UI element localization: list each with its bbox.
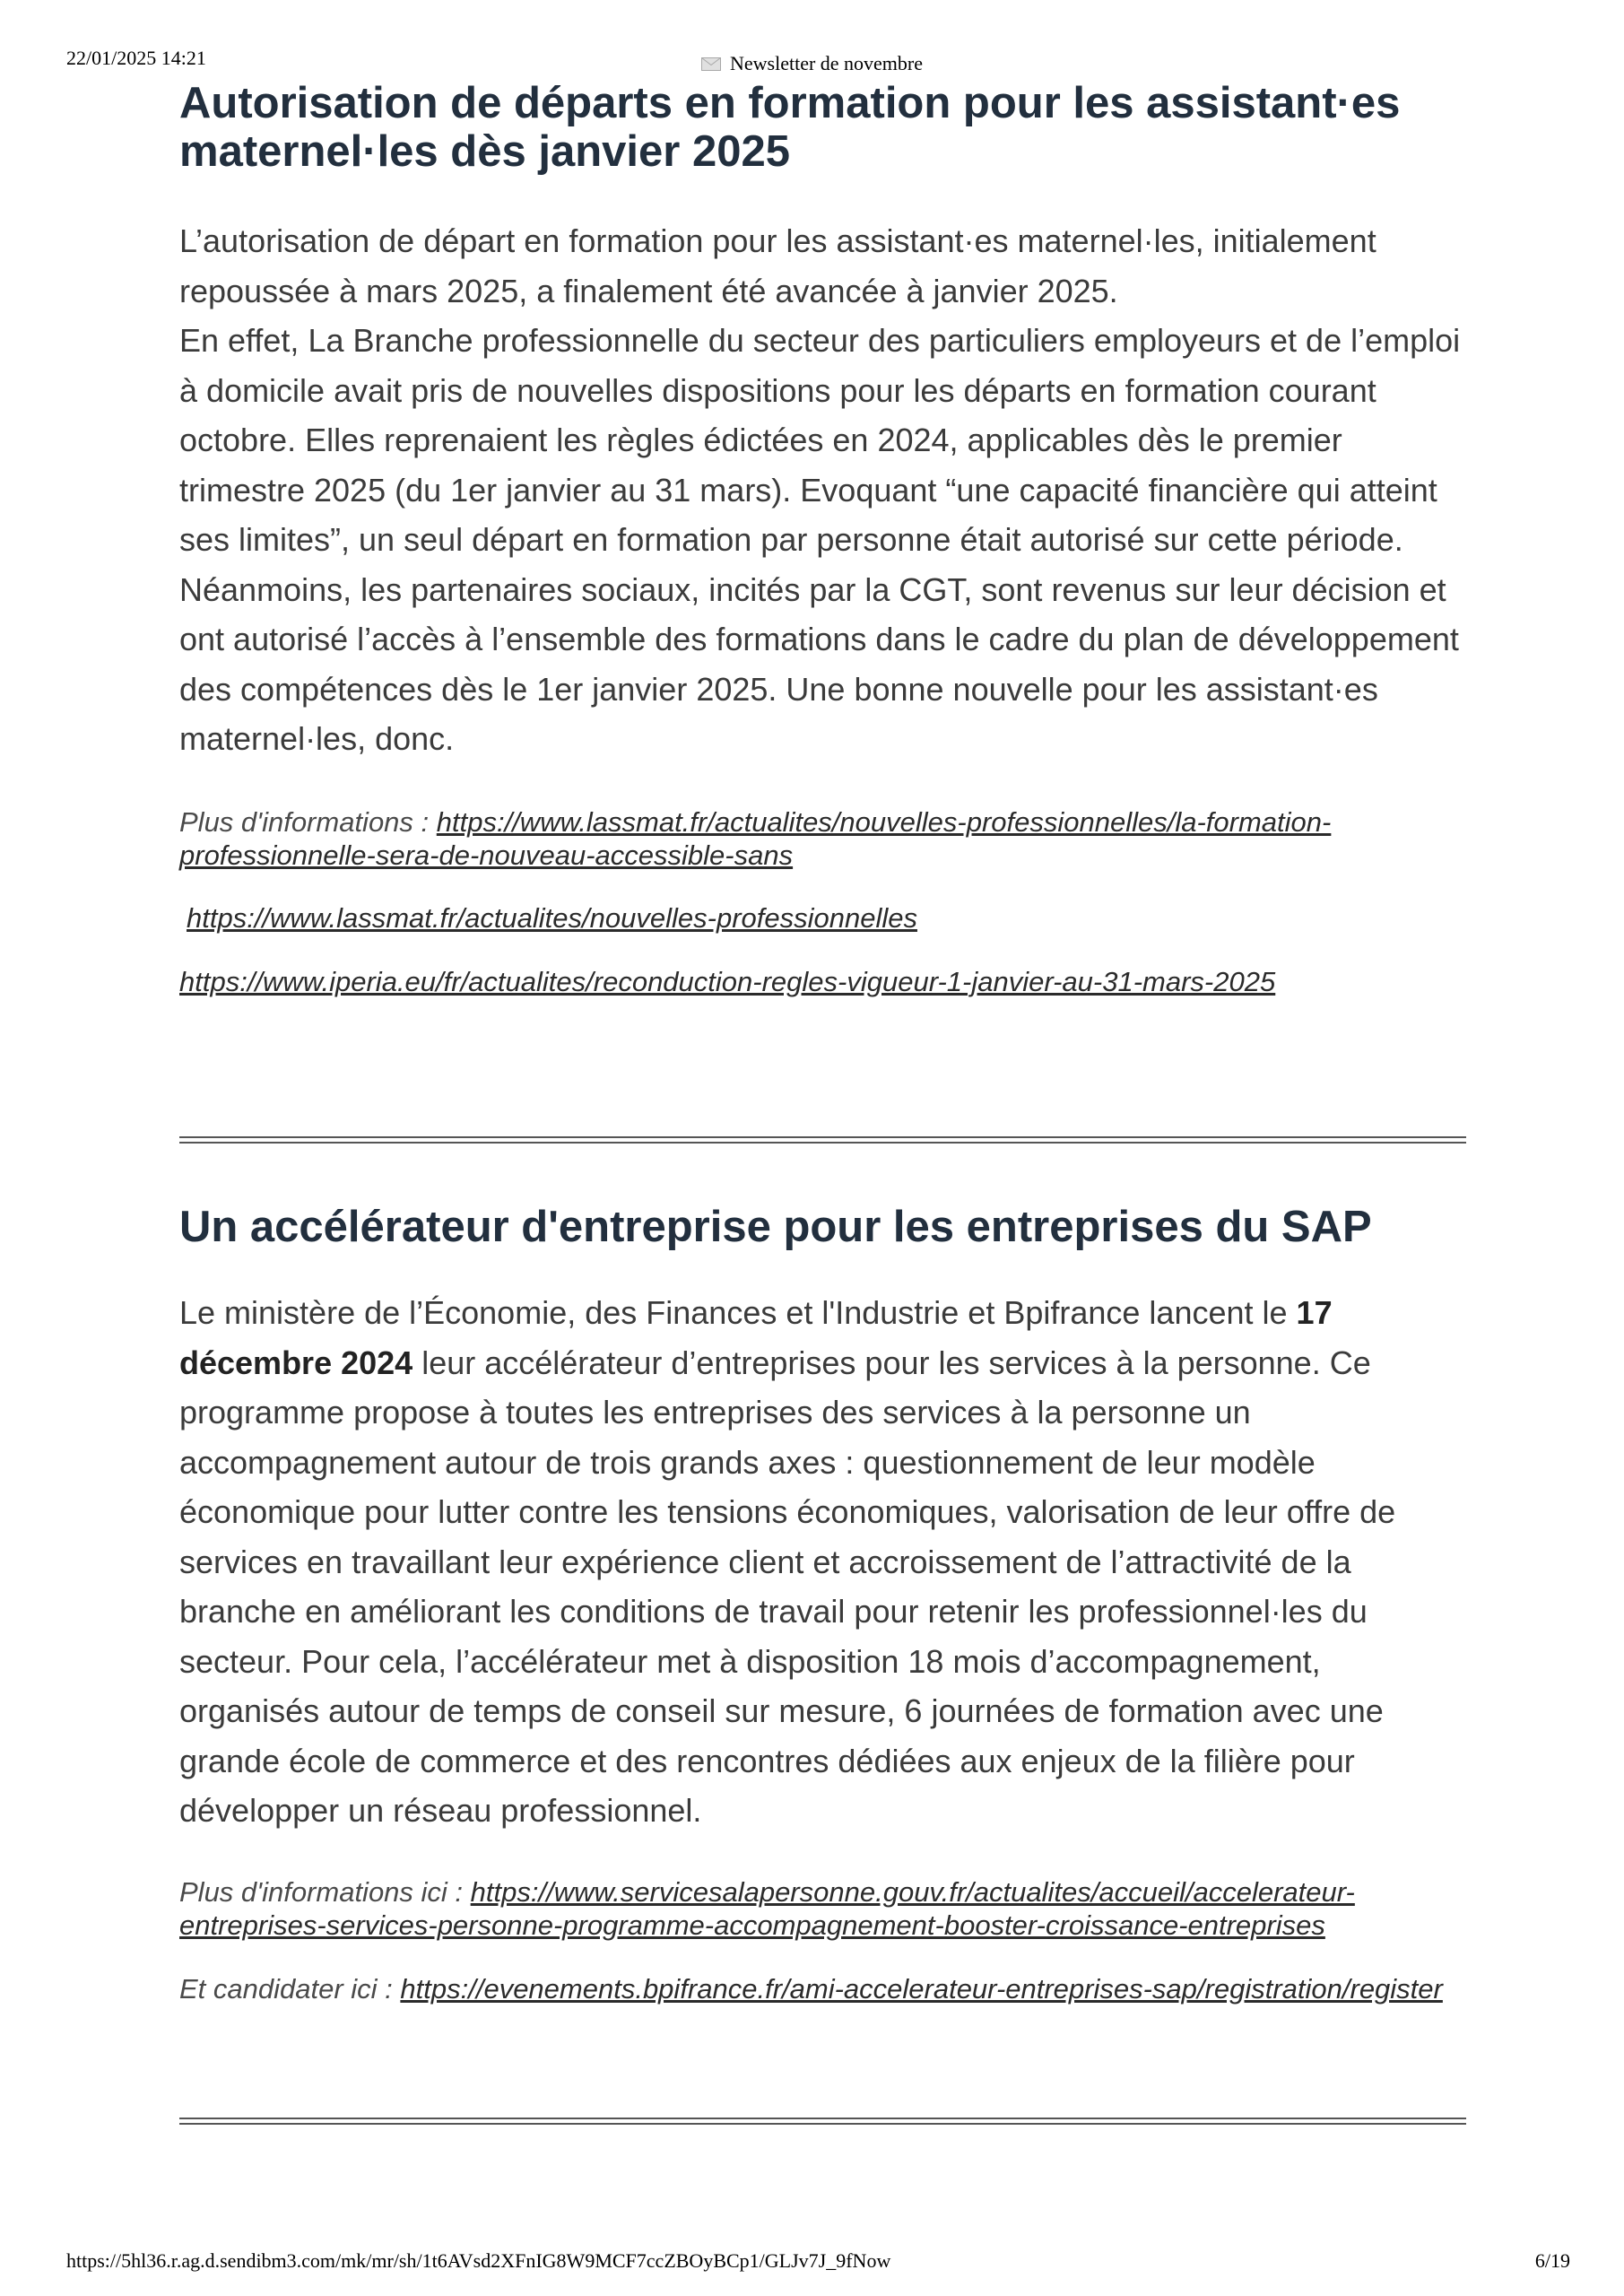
article-title: Un accélérateur d'entreprise pour les entreprises du SAP (179, 1203, 1372, 1251)
page-number: 6/19 (1534, 2249, 1570, 2272)
info-link-lassmat-actualites[interactable]: https://www.lassmat.fr/actualites/nouvelles-professionnelles (187, 901, 917, 934)
article-paragraph: Néanmoins, les partenaires sociaux, incités par la CGT, sont revenus sur leur décision et ont autorisé l’accès à l’ensemble des formations dans le cadre du plan de développement des compétences dès le 1er janvier 2025. Une bonne nouvelle pour les assistant·es maternel·les, donc. (179, 570, 1459, 757)
article-body (179, 1288, 1466, 1836)
envelope-icon (701, 57, 721, 71)
newsletter-title: Newsletter de novembre (729, 52, 924, 74)
article-title: Autorisation de départs en formation pour les assistant·es maternel·les dès janvier 2025 (179, 79, 1401, 176)
article-paragraph (179, 1288, 1466, 1836)
info-link-servicesalapersonne[interactable]: https://www.servicesalapersonne.gouv.fr/actualites/accueil/accelerateur-entreprises-services-personne-programme-accompagnement-booster-croissance-entreprises (179, 1875, 1355, 1941)
info-link-lassmat-formation[interactable]: https://www.lassmat.fr/actualites/nouvelles-professionnelles/la-formation-professionnelle-sera-de-nouveau-accessible-sans (179, 805, 1332, 871)
more-info-line (179, 1875, 1466, 1942)
highlight-date: 17 décembre 2024 (179, 1294, 1333, 1381)
article-accelerateur (179, 1202, 1466, 2005)
more-info-line (179, 805, 1466, 872)
article-paragraph: En effet, La Branche professionnelle du secteur des particuliers employeurs et de l’emploi à domicile avait pris de nouvelles dispositions pour les départs en formation courant octobre. Elles reprenaient les règles édictées en 2024, applicables dès le premier trimestre 2025 (du 1er janvier au 31 mars). Evoquant “une capacité financière qui atteint ses limites”, un seul départ en formation par personne était autorisé sur cette période. (179, 322, 1461, 558)
more-info-label: Plus d'informations ici : (179, 1875, 471, 1908)
body-text-start: Le ministère de l’Économie, des Finances et l'Industrie et Bpifrance lancent le (179, 1294, 1297, 1331)
link-line (179, 965, 1466, 998)
section-divider (179, 1136, 1466, 1144)
print-url: https://5hl36.r.ag.d.sendibm3.com/mk/mr/sh/1t6AVsd2XFnIG8W9MCF7ccZBOyBCp1/GLJv7J_9fNow (66, 2249, 891, 2272)
apply-label: Et candidater ici : (179, 1972, 401, 2005)
more-info-label: Plus d'informations : (179, 805, 437, 838)
info-link-iperia[interactable]: https://www.iperia.eu/fr/actualites/reconduction-regles-vigueur-1-janvier-au-31-mars-2025 (179, 965, 1276, 997)
article-formation (179, 79, 1466, 998)
print-header (0, 47, 1624, 83)
print-title (0, 52, 1624, 75)
article-paragraph: L’autorisation de départ en formation pour les assistant·es maternel·les, initialement repoussée à mars 2025, a finalement été avancée à janvier 2025. (179, 222, 1376, 309)
apply-link-bpifrance[interactable]: https://evenements.bpifrance.fr/ami-accelerateur-entreprises-sap/registration/register (400, 1972, 1443, 2005)
print-datetime: 22/01/2025 14:21 (66, 47, 206, 69)
link-line (179, 901, 1466, 935)
section-divider (179, 2118, 1466, 2125)
article-body (179, 216, 1466, 764)
body-text-rest: leur accélérateur d’entreprises pour les services à la personne. Ce programme propose à toutes les entreprises des services à la personne un accompagnement autour de trois grands axes : questionnement de leur modèle économique pour lutter contre les tensions économiques, valorisation de leur offre de services en travaillant leur expérience client et accroissement de l’attractivité de la branche en améliorant les conditions de travail pour retenir les professionnel·les du secteur. Pour cela, l’accélérateur met à disposition 18 mois d’accompagnement, organisés autour de temps de conseil sur mesure, 6 journées de formation avec une grande école de commerce et des rencontres dédiées aux enjeux de la filière pour développer un réseau professionnel. (179, 1344, 1396, 1829)
print-footer (0, 2249, 1624, 2276)
apply-line (179, 1972, 1466, 2005)
